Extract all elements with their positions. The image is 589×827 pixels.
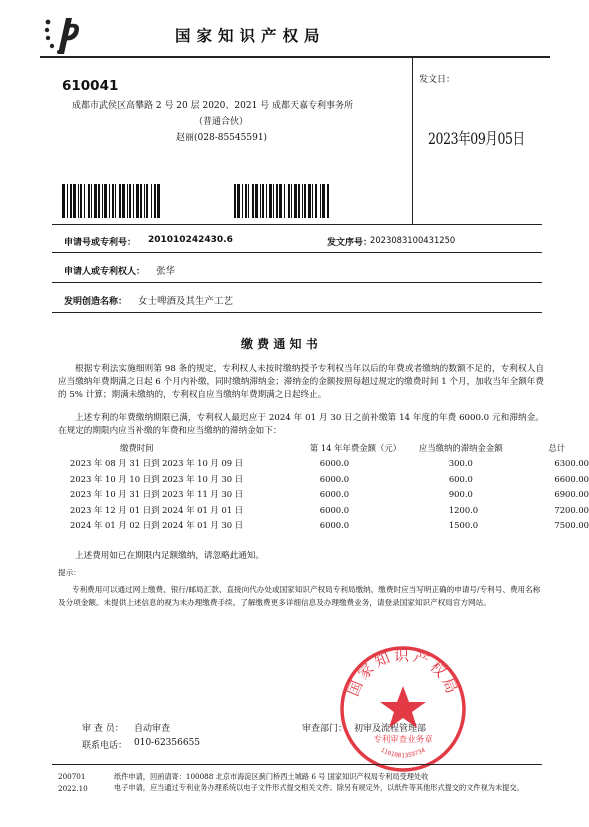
- address-line1: 成都市武侯区高攀路 2 号 20 层 2020、2021 号 成都天嘉专利事务所: [72, 101, 354, 111]
- footer-rule: [52, 764, 542, 765]
- address-line2: （普通合伙）: [194, 117, 249, 127]
- seal-arc-text: 国家知识产权局: [344, 646, 462, 699]
- cell-late-fee: 1200.0: [448, 504, 479, 515]
- app-no: 201010242430.6: [148, 235, 233, 245]
- applicant-label: 申请人或专利权人：: [64, 267, 146, 277]
- cnipa-logo: [42, 16, 86, 56]
- address-contact: 赵丽(028-85545591): [176, 133, 268, 143]
- phone-number: 010-62356655: [134, 738, 201, 748]
- header-rule: [40, 56, 550, 58]
- seal-serial: 1101081359734: [379, 746, 427, 760]
- app-no-label: 申请号或专利号：: [64, 238, 137, 248]
- issue-date: 2023年09月05日: [428, 129, 525, 148]
- examiner-label: 审 查 员：: [82, 724, 124, 734]
- info-rule-top: [52, 224, 542, 225]
- fee-table-header: [70, 440, 589, 456]
- seal-line: 专利审查业务章: [373, 735, 433, 745]
- office-title: 国家知识产权局: [175, 26, 326, 45]
- footer-code1: 200701: [58, 772, 86, 781]
- applicant: 张华: [156, 266, 176, 277]
- cell-late-fee: 600.0: [448, 473, 473, 484]
- svg-text:1101081359734: [380, 747, 427, 760]
- tips-text: 专利费用可以通过网上缴费、银行/邮局汇款、直接向代办处或国家知识产权局专利局缴纳。缴费时应当写明正确的申请号/专利号、费用名称及分项金额。未提供上述信息的视为未办理缴费手续。了解缴费更多详细信息及办理缴费业务，请登录国家知识产权局官方网站。: [58, 585, 541, 607]
- table-row: [70, 518, 589, 534]
- footer-line1: 纸件申请，回函请寄：100088 北京市海淀区蓟门桥西土城路 6 号 国家知识产权局专利局受理处收: [114, 772, 429, 781]
- cell-period: 2023 年 08 月 31 日到 2023 年 10 月 09 日: [70, 458, 244, 469]
- cell-fee: 6000.0: [319, 489, 350, 500]
- invention-title: 女士啤酒及其生产工艺: [138, 296, 234, 307]
- cell-total: 7500.00: [554, 520, 589, 531]
- footer-code2: 2022.10: [58, 784, 88, 793]
- cell-late-fee: 1500.0: [448, 520, 479, 531]
- table-row: [70, 487, 589, 503]
- cell-period: 2023 年 12 月 01 日到 2024 年 01 月 01 日: [70, 504, 244, 515]
- col-header-late-fee: 应当缴纳的滞纳金金额: [418, 442, 503, 453]
- cell-total: 6600.00: [554, 473, 589, 484]
- table-row: [70, 471, 589, 487]
- dept-name: 初审及流程管理部: [354, 724, 427, 734]
- info-rule-3: [52, 312, 542, 313]
- star-icon: [380, 686, 426, 728]
- serial-no: 2023083100431250: [370, 235, 456, 245]
- cell-fee: 6000.0: [319, 458, 350, 469]
- cell-fee: 6000.0: [319, 520, 350, 531]
- cell-total: 6900.00: [554, 489, 589, 500]
- cell-period: 2023 年 10 月 31 日到 2023 年 11 月 30 日: [70, 489, 244, 500]
- table-row: [70, 456, 589, 472]
- phone-label: 联系电话：: [82, 741, 128, 751]
- notice-para1: 根据专利法实施细则第 98 条的规定，专利权人未按时缴纳授予专利权当年以后的年费或者缴纳的数额不足的，专利权人自应当缴纳年费期满之日起 6 个月内补缴，同时缴纳滞纳金；滞纳金的金额按照每超过规定的缴费时间 1 个月，加收当年全额年费的 5% 计算；期满未缴纳的，专利权自应当缴纳年费期满之日起终止。: [58, 364, 544, 401]
- official-seal: [338, 644, 468, 774]
- cell-period: 2024 年 01 月 02 日到 2024 年 01 月 30 日: [70, 520, 244, 531]
- barcode-right: [234, 184, 384, 218]
- notice-para2: 上述专利的年费缴纳期限已满，专利权人最迟应于 2024 年 01 月 30 日之前补缴第 14 年度的年费 6000.0 元和滞纳金。在规定的期限内应当补缴的年费和应当缴纳的滞纳金如下：: [58, 413, 544, 437]
- cell-late-fee: 300.0: [448, 458, 473, 469]
- footer-line2: 电子申请，应当通过专利业务办理系统以电子文件形式提交相关文件。除另有规定外，以纸件等其他形式提交的文件视为未提交。: [114, 783, 524, 792]
- tips-label: 提示：: [58, 568, 81, 577]
- issue-date-label: 发文日：: [419, 75, 456, 85]
- dept-label: 审查部门：: [302, 724, 348, 734]
- postcode: 610041: [62, 78, 119, 94]
- cell-total: 7200.00: [554, 504, 589, 515]
- closing-note: 上述费用如已在期限内足额缴纳，请忽略此通知。: [75, 551, 265, 561]
- notice-title: 缴 费 通 知 书: [241, 337, 318, 351]
- examiner-name: 自动审查: [134, 724, 171, 734]
- invention-label: 发明创造名称：: [64, 297, 128, 307]
- table-row: [70, 502, 589, 518]
- barcode-left: [62, 184, 212, 218]
- cell-total: 6300.00: [554, 458, 589, 469]
- cell-late-fee: 900.0: [448, 489, 473, 500]
- date-divider: [412, 58, 413, 224]
- cell-fee: 6000.0: [319, 504, 350, 515]
- fee-table: [70, 440, 589, 533]
- col-header-total: 总计: [548, 442, 566, 453]
- cell-fee: 6000.0: [319, 473, 350, 484]
- cell-period: 2023 年 10 月 10 日到 2023 年 10 月 30 日: [70, 473, 244, 484]
- col-header-fee: 第 14 年年费金额（元）: [309, 442, 402, 453]
- info-rule-2: [52, 282, 542, 283]
- serial-label: 发文序号：: [327, 238, 373, 248]
- col-header-time: 缴费时间: [120, 442, 154, 453]
- info-rule-1: [52, 252, 542, 253]
